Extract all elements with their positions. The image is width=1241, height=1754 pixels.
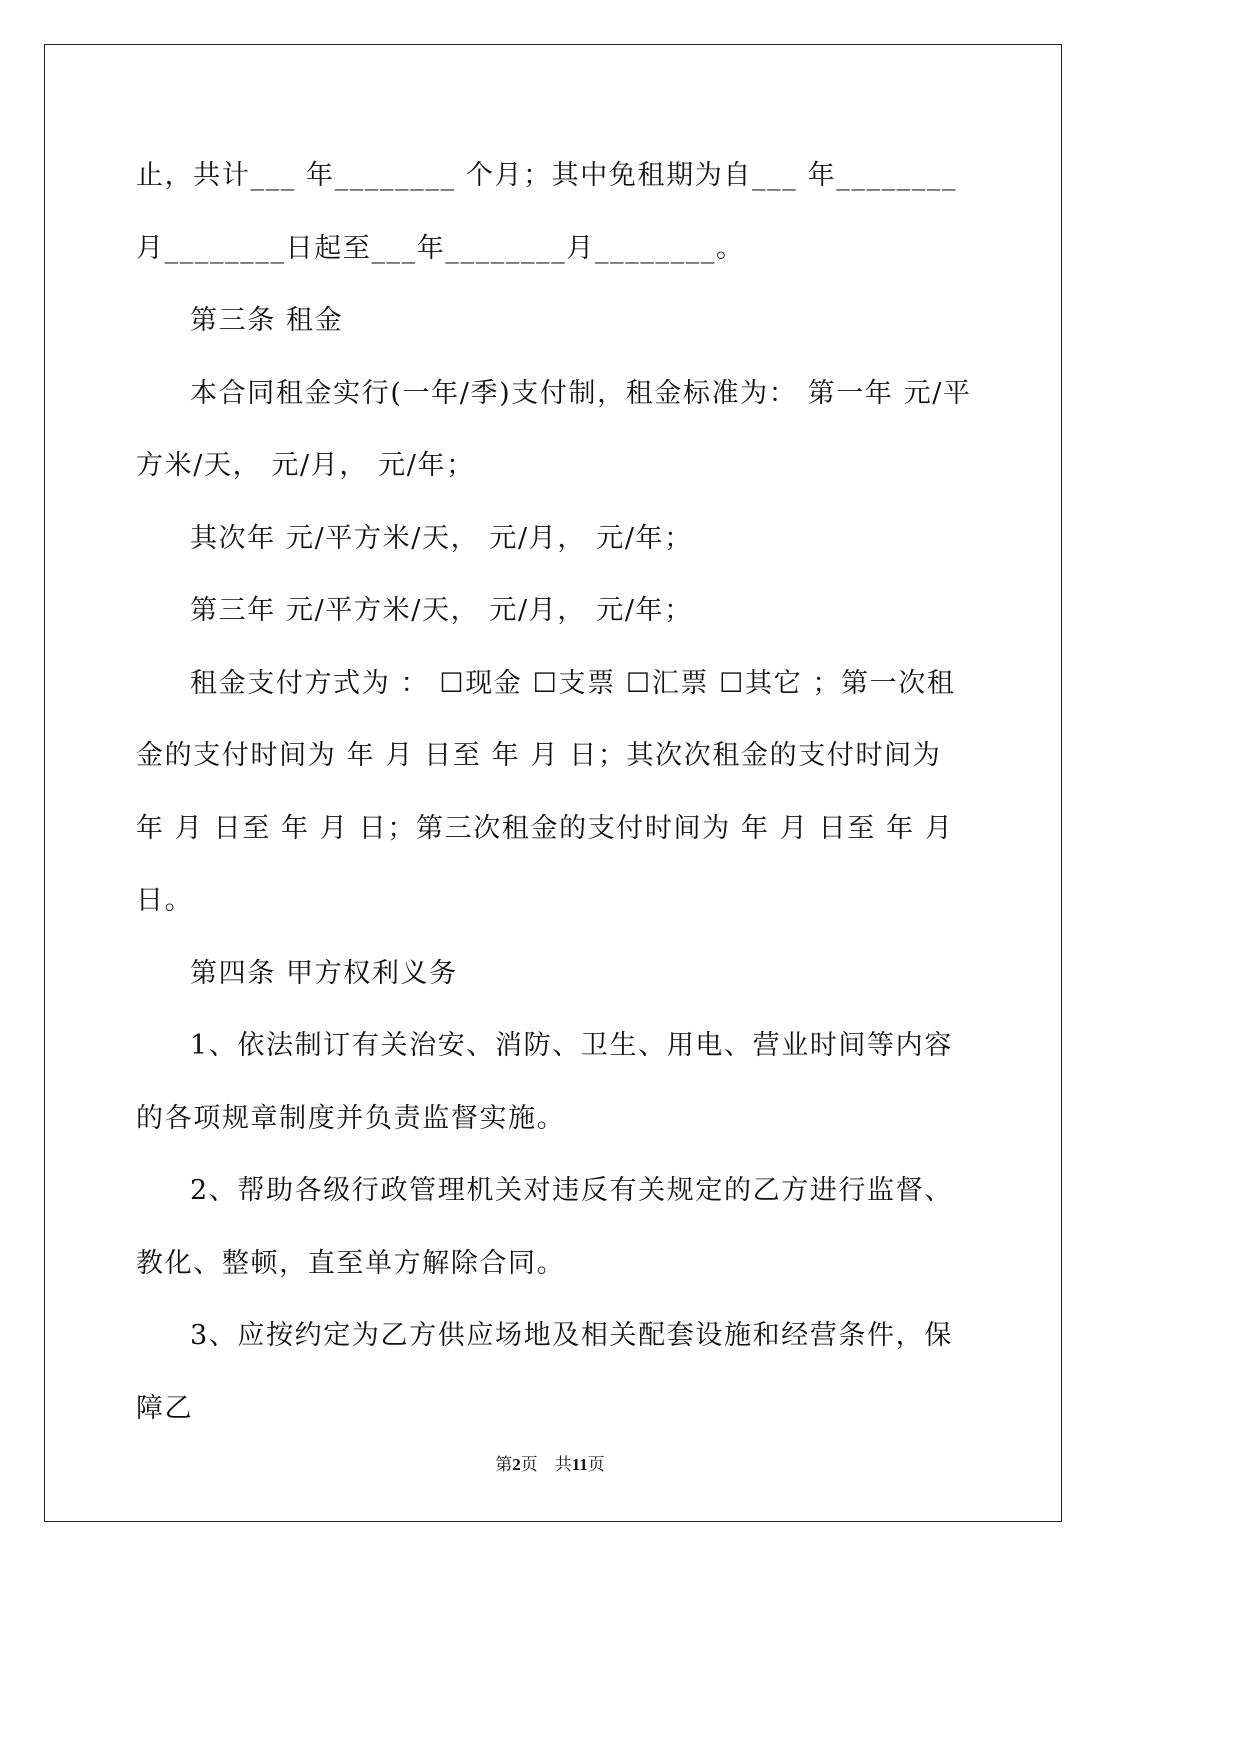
paragraph-rent-year-3: 第三年 元/平方米/天， 元/月， 元/年； xyxy=(190,595,693,626)
paragraph-duty-1: 1、依法制订有关治安、消防、卫生、用电、营业时间等内容的各项规章制度并负责监督实施。 xyxy=(136,1030,953,1134)
paragraph-duty-3: 3、应按约定为乙方供应场地及相关配套设施和经营条件，保障乙 xyxy=(136,1320,953,1424)
paragraph-rent-system: 本合同租金实行(一年/季)支付制，租金标准为： 第一年 元/平方米/天， 元/月， 元/年； xyxy=(136,377,972,481)
document-body xyxy=(136,140,976,1445)
total-pages-number: 11 xyxy=(571,1455,588,1474)
paragraph-payment-method: 租金支付方式为 ： ☐现金 ☐支票 ☐汇票 ☐其它 ；第一次租金的支付时间为 年 月 日至 年 月 日；其次次租金的支付时间为 年 月 日至 年 月 日；第三次租金的支付时间为 年 月 日至 年 月日。 xyxy=(136,667,956,916)
heading-article-4: 第四条 甲方权利义务 xyxy=(190,957,458,989)
paragraph-duty-2: 2、帮助各级行政管理机关对违反有关规定的乙方进行监督、教化、整顿，直至单方解除合同。 xyxy=(136,1175,953,1279)
footer-suffix: 页 xyxy=(587,1455,605,1475)
heading-article-3: 第三条 租金 xyxy=(190,305,344,336)
footer-prefix: 第 xyxy=(495,1455,513,1475)
page-footer xyxy=(0,1450,1100,1475)
paragraph-rent-year-2: 其次年 元/平方米/天， 元/月， 元/年； xyxy=(190,522,693,554)
footer-middle: 页 共 xyxy=(520,1455,572,1475)
paragraph-term-continued: 止，共计___ 年________ 个月；其中免租期为自___ 年________ 月________日起至___年________月________。 xyxy=(136,160,958,264)
current-page-number: 2 xyxy=(512,1455,521,1474)
